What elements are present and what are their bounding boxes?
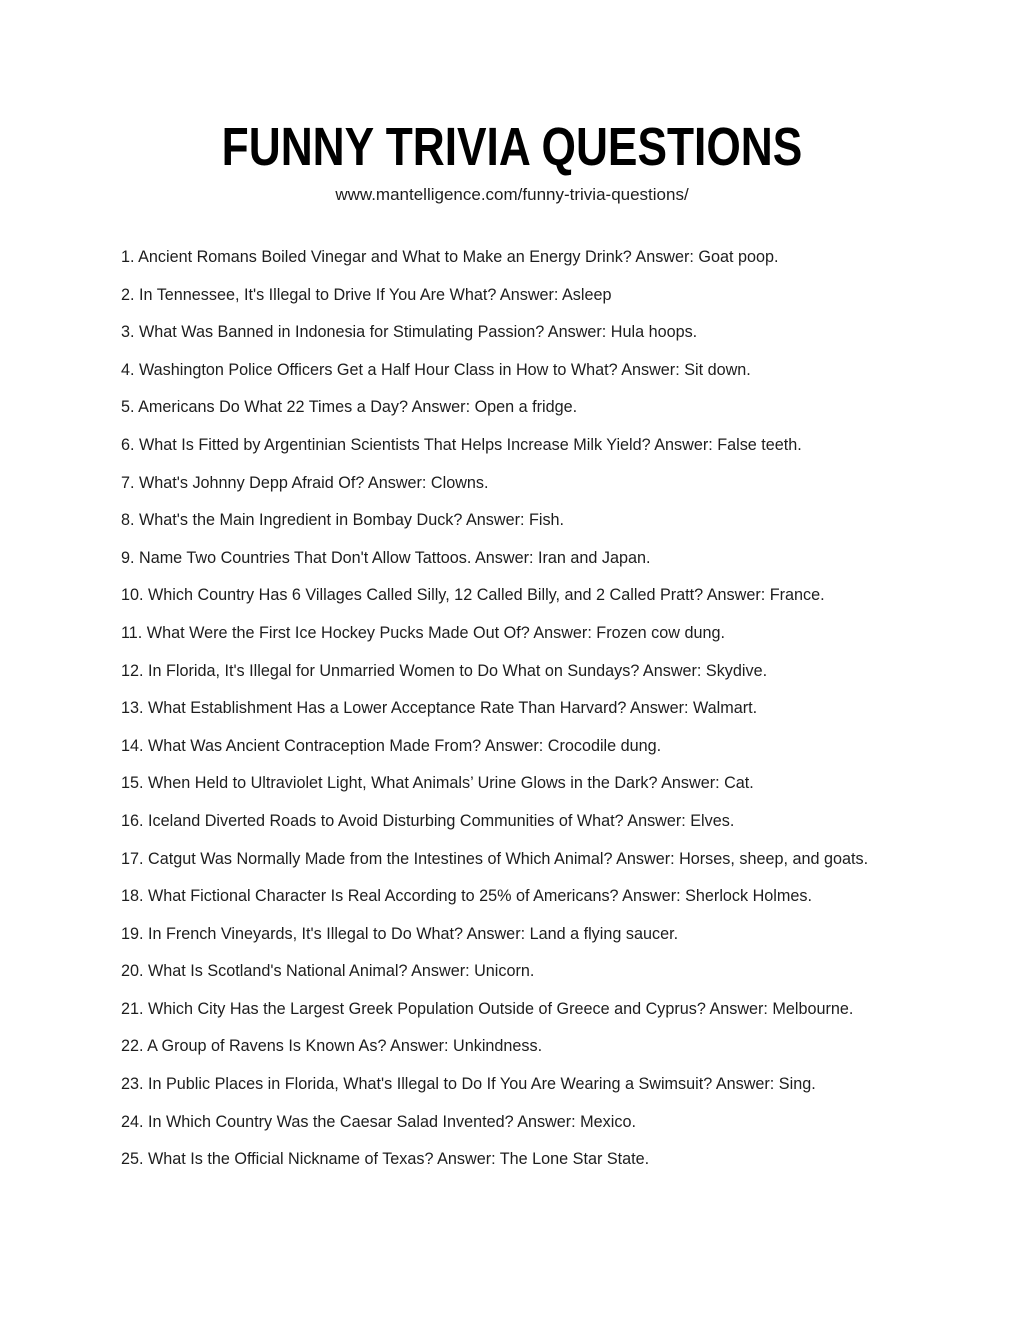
trivia-item-2: 2. In Tennessee, It's Illegal to Drive If You Are What? Answer: Asleep — [121, 285, 612, 304]
trivia-item-19: 19. In French Vineyards, It's Illegal to Do What? Answer: Land a flying saucer. — [121, 924, 679, 943]
trivia-item-20: 20. What Is Scotland's National Animal? Answer: Unicorn. — [121, 962, 535, 981]
trivia-item-7: 7. What's Johnny Depp Afraid Of? Answer: Clowns. — [121, 473, 489, 492]
source-url: www.mantelligence.com/funny-trivia-questions/ — [335, 185, 689, 204]
trivia-item-16: 16. Iceland Diverted Roads to Avoid Disturbing Communities of What? Answer: Elves. — [121, 811, 735, 830]
trivia-item-1: 1. Ancient Romans Boiled Vinegar and What to Make an Energy Drink? Answer: Goat poop. — [121, 248, 779, 266]
trivia-item-5: 5. Americans Do What 22 Times a Day? Answer: Open a fridge. — [121, 398, 578, 417]
trivia-item-13: 13. What Establishment Has a Lower Acceptance Rate Than Harvard? Answer: Walmart. — [121, 699, 758, 718]
trivia-item-6: 6. What Is Fitted by Argentinian Scientists That Helps Increase Milk Yield? Answer: False teeth. — [121, 435, 802, 454]
trivia-item-23: 23. In Public Places in Florida, What's Illegal to Do If You Are Wearing a Swimsuit? Answer: Sing. — [121, 1075, 816, 1094]
trivia-item-22: 22. A Group of Ravens Is Known As? Answer: Unkindness. — [121, 1037, 543, 1056]
trivia-item-4: 4. Washington Police Officers Get a Half Hour Class in How to What? Answer: Sit down. — [121, 360, 751, 379]
trivia-item-17: 17. Catgut Was Normally Made from the Intestines of Which Animal? Answer: Horses, sheep, and goats. — [121, 849, 869, 868]
trivia-list — [0, 247, 1024, 1170]
trivia-item-8: 8. What's the Main Ingredient in Bombay Duck? Answer: Fish. — [121, 511, 565, 530]
document-header — [0, 0, 1024, 205]
trivia-item-24: 24. In Which Country Was the Caesar Salad Invented? Answer: Mexico. — [121, 1112, 636, 1131]
trivia-item-9: 9. Name Two Countries That Don't Allow Tattoos. Answer: Iran and Japan. — [121, 548, 651, 567]
trivia-item-14: 14. What Was Ancient Contraception Made From? Answer: Crocodile dung. — [121, 736, 662, 755]
trivia-item-15: 15. When Held to Ultraviolet Light, What Animals’ Urine Glows in the Dark? Answer: Cat. — [121, 774, 754, 793]
trivia-item-10: 10. Which Country Has 6 Villages Called Silly, 12 Called Billy, and 2 Called Pratt? Answer: France. — [121, 586, 825, 605]
trivia-item-21: 21. Which City Has the Largest Greek Population Outside of Greece and Cyprus? Answer: Melbourne. — [121, 999, 854, 1018]
trivia-item-11: 11. What Were the First Ice Hockey Pucks Made Out Of? Answer: Frozen cow dung. — [121, 623, 725, 642]
trivia-item-3: 3. What Was Banned in Indonesia for Stimulating Passion? Answer: Hula hoops. — [121, 323, 698, 342]
trivia-item-25: 25. What Is the Official Nickname of Texas? Answer: The Lone Star State. — [121, 1150, 650, 1169]
trivia-item-12: 12. In Florida, It's Illegal for Unmarried Women to Do What on Sundays? Answer: Skydive. — [121, 661, 768, 680]
trivia-item-18: 18. What Fictional Character Is Real According to 25% of Americans? Answer: Sherlock Holmes. — [121, 887, 812, 906]
page-title: FUNNY TRIVIA QUESTIONS — [221, 117, 803, 177]
